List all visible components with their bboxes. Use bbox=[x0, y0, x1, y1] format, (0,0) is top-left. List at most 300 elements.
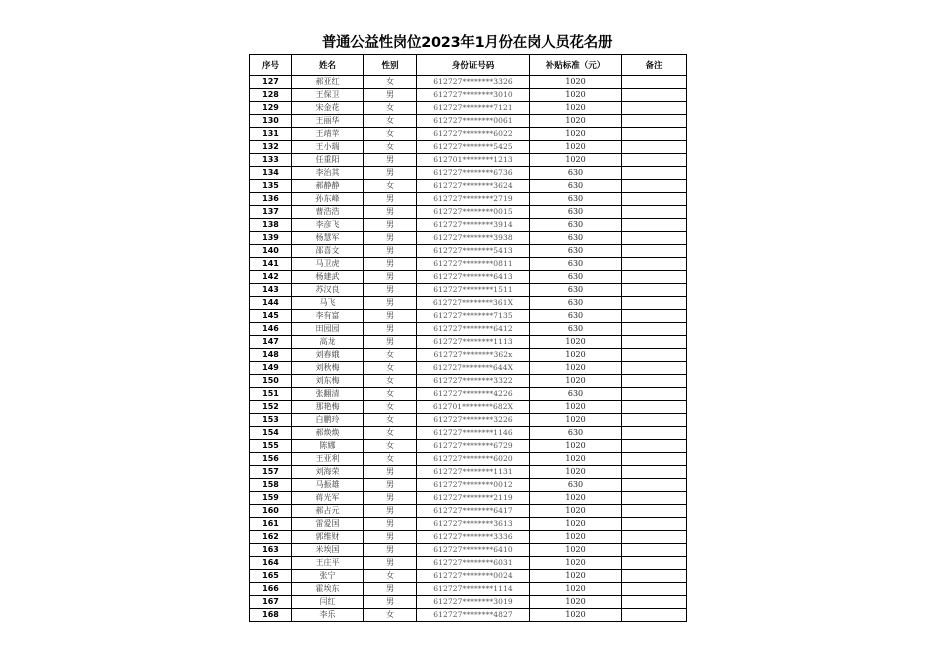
cell-number: 159 bbox=[250, 492, 292, 505]
table-row bbox=[250, 128, 687, 141]
cell-name: 刘秋梅 bbox=[292, 362, 364, 375]
table-row bbox=[250, 232, 687, 245]
cell-id-number: 612727********3226 bbox=[417, 414, 530, 427]
cell-gender: 男 bbox=[364, 232, 417, 245]
cell-gender: 女 bbox=[364, 115, 417, 128]
cell-name: 张翻清 bbox=[292, 388, 364, 401]
cell-gender: 女 bbox=[364, 453, 417, 466]
cell-gender: 男 bbox=[364, 479, 417, 492]
column-header-number: 序号 bbox=[250, 55, 292, 76]
cell-id-number: 612727********7121 bbox=[417, 102, 530, 115]
cell-gender: 女 bbox=[364, 570, 417, 583]
cell-subsidy: 630 bbox=[530, 232, 622, 245]
cell-subsidy: 1020 bbox=[530, 154, 622, 167]
cell-remarks bbox=[622, 349, 687, 362]
cell-remarks bbox=[622, 466, 687, 479]
cell-name: 王亚利 bbox=[292, 453, 364, 466]
cell-gender: 男 bbox=[364, 154, 417, 167]
cell-subsidy: 1020 bbox=[530, 583, 622, 596]
cell-number: 157 bbox=[250, 466, 292, 479]
cell-id-number: 612727********3326 bbox=[417, 76, 530, 89]
table-body bbox=[250, 76, 687, 622]
table-row bbox=[250, 258, 687, 271]
cell-remarks bbox=[622, 609, 687, 622]
cell-id-number: 612727********0811 bbox=[417, 258, 530, 271]
cell-subsidy: 1020 bbox=[530, 336, 622, 349]
cell-number: 135 bbox=[250, 180, 292, 193]
column-header-subsidy: 补贴标准（元） bbox=[530, 55, 622, 76]
cell-id-number: 612727********2119 bbox=[417, 492, 530, 505]
cell-subsidy: 630 bbox=[530, 258, 622, 271]
table-row bbox=[250, 583, 687, 596]
cell-id-number: 612727********6031 bbox=[417, 557, 530, 570]
cell-subsidy: 1020 bbox=[530, 128, 622, 141]
cell-number: 127 bbox=[250, 76, 292, 89]
cell-remarks bbox=[622, 102, 687, 115]
cell-id-number: 612727********0024 bbox=[417, 570, 530, 583]
table-row bbox=[250, 310, 687, 323]
cell-gender: 男 bbox=[364, 271, 417, 284]
cell-subsidy: 630 bbox=[530, 323, 622, 336]
cell-number: 134 bbox=[250, 167, 292, 180]
table-row bbox=[250, 375, 687, 388]
cell-remarks bbox=[622, 505, 687, 518]
table-row bbox=[250, 492, 687, 505]
cell-remarks bbox=[622, 115, 687, 128]
cell-gender: 女 bbox=[364, 427, 417, 440]
cell-name: 杨慧军 bbox=[292, 232, 364, 245]
cell-remarks bbox=[622, 492, 687, 505]
cell-number: 148 bbox=[250, 349, 292, 362]
cell-name: 白鹏玲 bbox=[292, 414, 364, 427]
cell-remarks bbox=[622, 89, 687, 102]
cell-remarks bbox=[622, 232, 687, 245]
cell-gender: 男 bbox=[364, 284, 417, 297]
table-row bbox=[250, 193, 687, 206]
cell-id-number: 612727********6413 bbox=[417, 271, 530, 284]
cell-name: 任重阳 bbox=[292, 154, 364, 167]
cell-id-number: 612727********1114 bbox=[417, 583, 530, 596]
cell-name: 邵喜文 bbox=[292, 245, 364, 258]
cell-number: 132 bbox=[250, 141, 292, 154]
cell-gender: 女 bbox=[364, 362, 417, 375]
cell-number: 140 bbox=[250, 245, 292, 258]
cell-name: 李彦飞 bbox=[292, 219, 364, 232]
cell-number: 160 bbox=[250, 505, 292, 518]
cell-gender: 男 bbox=[364, 505, 417, 518]
cell-id-number: 612727********5413 bbox=[417, 245, 530, 258]
cell-subsidy: 630 bbox=[530, 388, 622, 401]
cell-subsidy: 630 bbox=[530, 245, 622, 258]
cell-subsidy: 1020 bbox=[530, 544, 622, 557]
cell-subsidy: 1020 bbox=[530, 401, 622, 414]
cell-id-number: 612727********4827 bbox=[417, 609, 530, 622]
cell-remarks bbox=[622, 336, 687, 349]
cell-id-number: 612727********0061 bbox=[417, 115, 530, 128]
cell-remarks bbox=[622, 479, 687, 492]
cell-name: 陈娜 bbox=[292, 440, 364, 453]
table-header bbox=[250, 55, 687, 76]
cell-gender: 男 bbox=[364, 297, 417, 310]
cell-id-number: 612727********6736 bbox=[417, 167, 530, 180]
header-row bbox=[250, 55, 687, 76]
cell-gender: 男 bbox=[364, 193, 417, 206]
cell-subsidy: 1020 bbox=[530, 531, 622, 544]
cell-subsidy: 630 bbox=[530, 271, 622, 284]
cell-remarks bbox=[622, 193, 687, 206]
cell-remarks bbox=[622, 544, 687, 557]
cell-gender: 女 bbox=[364, 76, 417, 89]
cell-remarks bbox=[622, 427, 687, 440]
cell-id-number: 612727********5425 bbox=[417, 141, 530, 154]
cell-name: 郝焕焕 bbox=[292, 427, 364, 440]
column-header-remarks: 备注 bbox=[622, 55, 687, 76]
cell-number: 131 bbox=[250, 128, 292, 141]
cell-number: 156 bbox=[250, 453, 292, 466]
table-row bbox=[250, 115, 687, 128]
cell-remarks bbox=[622, 271, 687, 284]
cell-gender: 男 bbox=[364, 245, 417, 258]
table-row bbox=[250, 297, 687, 310]
cell-remarks bbox=[622, 453, 687, 466]
table-row bbox=[250, 401, 687, 414]
cell-remarks bbox=[622, 362, 687, 375]
cell-subsidy: 630 bbox=[530, 167, 622, 180]
cell-number: 161 bbox=[250, 518, 292, 531]
cell-id-number: 612727********3613 bbox=[417, 518, 530, 531]
cell-id-number: 612727********6729 bbox=[417, 440, 530, 453]
cell-gender: 女 bbox=[364, 440, 417, 453]
cell-subsidy: 1020 bbox=[530, 557, 622, 570]
cell-number: 139 bbox=[250, 232, 292, 245]
cell-subsidy: 1020 bbox=[530, 141, 622, 154]
cell-name: 郝占元 bbox=[292, 505, 364, 518]
cell-id-number: 612727********361X bbox=[417, 297, 530, 310]
cell-name: 蒋光军 bbox=[292, 492, 364, 505]
cell-id-number: 612727********2719 bbox=[417, 193, 530, 206]
cell-subsidy: 1020 bbox=[530, 89, 622, 102]
cell-subsidy: 1020 bbox=[530, 492, 622, 505]
cell-id-number: 612727********3914 bbox=[417, 219, 530, 232]
cell-id-number: 612727********6020 bbox=[417, 453, 530, 466]
table-row bbox=[250, 518, 687, 531]
cell-number: 142 bbox=[250, 271, 292, 284]
cell-number: 168 bbox=[250, 609, 292, 622]
cell-name: 王丽华 bbox=[292, 115, 364, 128]
cell-subsidy: 630 bbox=[530, 180, 622, 193]
cell-number: 128 bbox=[250, 89, 292, 102]
cell-remarks bbox=[622, 531, 687, 544]
table-row bbox=[250, 505, 687, 518]
cell-id-number: 612727********6410 bbox=[417, 544, 530, 557]
cell-name: 宋金花 bbox=[292, 102, 364, 115]
cell-gender: 男 bbox=[364, 518, 417, 531]
cell-remarks bbox=[622, 323, 687, 336]
cell-id-number: 612727********4226 bbox=[417, 388, 530, 401]
table-row bbox=[250, 531, 687, 544]
cell-name: 雷爱国 bbox=[292, 518, 364, 531]
cell-subsidy: 1020 bbox=[530, 609, 622, 622]
cell-id-number: 612727********3624 bbox=[417, 180, 530, 193]
cell-gender: 女 bbox=[364, 414, 417, 427]
cell-number: 158 bbox=[250, 479, 292, 492]
table-row bbox=[250, 349, 687, 362]
cell-gender: 男 bbox=[364, 596, 417, 609]
cell-name: 刘东梅 bbox=[292, 375, 364, 388]
table-row bbox=[250, 453, 687, 466]
cell-name: 曹浩浩 bbox=[292, 206, 364, 219]
cell-number: 145 bbox=[250, 310, 292, 323]
cell-name: 孙东峰 bbox=[292, 193, 364, 206]
cell-subsidy: 1020 bbox=[530, 440, 622, 453]
cell-id-number: 612727********362x bbox=[417, 349, 530, 362]
cell-subsidy: 1020 bbox=[530, 349, 622, 362]
cell-remarks bbox=[622, 440, 687, 453]
cell-name: 王靖苹 bbox=[292, 128, 364, 141]
cell-gender: 女 bbox=[364, 375, 417, 388]
cell-name: 杨建武 bbox=[292, 271, 364, 284]
cell-name: 刘春娥 bbox=[292, 349, 364, 362]
cell-gender: 男 bbox=[364, 544, 417, 557]
cell-name: 李乐 bbox=[292, 609, 364, 622]
cell-gender: 男 bbox=[364, 557, 417, 570]
cell-gender: 男 bbox=[364, 492, 417, 505]
cell-gender: 男 bbox=[364, 323, 417, 336]
cell-subsidy: 630 bbox=[530, 427, 622, 440]
cell-gender: 女 bbox=[364, 349, 417, 362]
table-row bbox=[250, 141, 687, 154]
cell-id-number: 612727********1146 bbox=[417, 427, 530, 440]
cell-name: 霍埃东 bbox=[292, 583, 364, 596]
cell-number: 166 bbox=[250, 583, 292, 596]
cell-remarks bbox=[622, 167, 687, 180]
cell-gender: 女 bbox=[364, 388, 417, 401]
cell-name: 闫红 bbox=[292, 596, 364, 609]
cell-name: 李有富 bbox=[292, 310, 364, 323]
cell-number: 150 bbox=[250, 375, 292, 388]
cell-remarks bbox=[622, 128, 687, 141]
cell-subsidy: 630 bbox=[530, 219, 622, 232]
cell-name: 苏汉良 bbox=[292, 284, 364, 297]
cell-id-number: 612727********6417 bbox=[417, 505, 530, 518]
cell-gender: 女 bbox=[364, 102, 417, 115]
cell-name: 郭维财 bbox=[292, 531, 364, 544]
cell-subsidy: 1020 bbox=[530, 115, 622, 128]
cell-remarks bbox=[622, 570, 687, 583]
cell-subsidy: 1020 bbox=[530, 518, 622, 531]
cell-name: 郝亚红 bbox=[292, 76, 364, 89]
cell-gender: 女 bbox=[364, 141, 417, 154]
table-row bbox=[250, 544, 687, 557]
table-row bbox=[250, 388, 687, 401]
cell-number: 151 bbox=[250, 388, 292, 401]
cell-name: 王小瑞 bbox=[292, 141, 364, 154]
cell-number: 129 bbox=[250, 102, 292, 115]
cell-remarks bbox=[622, 206, 687, 219]
cell-remarks bbox=[622, 414, 687, 427]
cell-gender: 男 bbox=[364, 167, 417, 180]
cell-subsidy: 630 bbox=[530, 479, 622, 492]
cell-number: 136 bbox=[250, 193, 292, 206]
cell-name: 郝静静 bbox=[292, 180, 364, 193]
cell-id-number: 612701********1213 bbox=[417, 154, 530, 167]
table-row bbox=[250, 323, 687, 336]
table-row bbox=[250, 245, 687, 258]
cell-id-number: 612727********3938 bbox=[417, 232, 530, 245]
cell-name: 马飞 bbox=[292, 297, 364, 310]
roster-table bbox=[249, 54, 687, 622]
cell-number: 137 bbox=[250, 206, 292, 219]
cell-subsidy: 1020 bbox=[530, 596, 622, 609]
cell-name: 张宁 bbox=[292, 570, 364, 583]
table-row bbox=[250, 362, 687, 375]
cell-remarks bbox=[622, 583, 687, 596]
cell-subsidy: 1020 bbox=[530, 570, 622, 583]
cell-id-number: 612727********0012 bbox=[417, 479, 530, 492]
table-row bbox=[250, 609, 687, 622]
table-row bbox=[250, 102, 687, 115]
table-row bbox=[250, 284, 687, 297]
table-row bbox=[250, 427, 687, 440]
cell-remarks bbox=[622, 297, 687, 310]
cell-id-number: 612727********1131 bbox=[417, 466, 530, 479]
cell-id-number: 612727********0015 bbox=[417, 206, 530, 219]
table-row bbox=[250, 466, 687, 479]
cell-subsidy: 630 bbox=[530, 284, 622, 297]
table-row bbox=[250, 596, 687, 609]
cell-gender: 男 bbox=[364, 583, 417, 596]
cell-gender: 女 bbox=[364, 401, 417, 414]
table-row bbox=[250, 414, 687, 427]
cell-gender: 男 bbox=[364, 466, 417, 479]
column-header-gender: 性别 bbox=[364, 55, 417, 76]
table-row bbox=[250, 570, 687, 583]
cell-gender: 男 bbox=[364, 310, 417, 323]
cell-subsidy: 630 bbox=[530, 206, 622, 219]
cell-subsidy: 1020 bbox=[530, 505, 622, 518]
table-row bbox=[250, 89, 687, 102]
cell-subsidy: 1020 bbox=[530, 453, 622, 466]
cell-id-number: 612727********3010 bbox=[417, 89, 530, 102]
cell-remarks bbox=[622, 258, 687, 271]
cell-subsidy: 1020 bbox=[530, 76, 622, 89]
cell-id-number: 612727********6412 bbox=[417, 323, 530, 336]
table-row bbox=[250, 336, 687, 349]
cell-number: 146 bbox=[250, 323, 292, 336]
table-row bbox=[250, 271, 687, 284]
table-row bbox=[250, 76, 687, 89]
cell-gender: 女 bbox=[364, 609, 417, 622]
cell-number: 144 bbox=[250, 297, 292, 310]
document-title: 普通公益性岗位2023年1月份在岗人员花名册 bbox=[321, 35, 613, 51]
cell-id-number: 612727********1511 bbox=[417, 284, 530, 297]
cell-remarks bbox=[622, 557, 687, 570]
cell-name: 刘海荣 bbox=[292, 466, 364, 479]
cell-subsidy: 1020 bbox=[530, 466, 622, 479]
cell-subsidy: 630 bbox=[530, 193, 622, 206]
cell-name: 那艳梅 bbox=[292, 401, 364, 414]
cell-subsidy: 1020 bbox=[530, 375, 622, 388]
cell-number: 133 bbox=[250, 154, 292, 167]
cell-remarks bbox=[622, 76, 687, 89]
cell-remarks bbox=[622, 245, 687, 258]
cell-number: 167 bbox=[250, 596, 292, 609]
table-row bbox=[250, 557, 687, 570]
cell-remarks bbox=[622, 388, 687, 401]
cell-id-number: 612727********644X bbox=[417, 362, 530, 375]
cell-remarks bbox=[622, 284, 687, 297]
cell-remarks bbox=[622, 310, 687, 323]
cell-gender: 男 bbox=[364, 219, 417, 232]
cell-gender: 女 bbox=[364, 128, 417, 141]
cell-id-number: 612727********6022 bbox=[417, 128, 530, 141]
table-row bbox=[250, 219, 687, 232]
cell-remarks bbox=[622, 154, 687, 167]
cell-number: 147 bbox=[250, 336, 292, 349]
cell-remarks bbox=[622, 518, 687, 531]
cell-subsidy: 1020 bbox=[530, 102, 622, 115]
cell-gender: 男 bbox=[364, 258, 417, 271]
cell-id-number: 612727********3019 bbox=[417, 596, 530, 609]
cell-id-number: 612727********7135 bbox=[417, 310, 530, 323]
cell-number: 138 bbox=[250, 219, 292, 232]
cell-remarks bbox=[622, 219, 687, 232]
table-row bbox=[250, 180, 687, 193]
cell-number: 152 bbox=[250, 401, 292, 414]
cell-number: 153 bbox=[250, 414, 292, 427]
cell-name: 田园园 bbox=[292, 323, 364, 336]
cell-name: 高龙 bbox=[292, 336, 364, 349]
cell-gender: 男 bbox=[364, 531, 417, 544]
table-row bbox=[250, 206, 687, 219]
cell-number: 149 bbox=[250, 362, 292, 375]
cell-subsidy: 630 bbox=[530, 310, 622, 323]
cell-subsidy: 1020 bbox=[530, 362, 622, 375]
cell-number: 164 bbox=[250, 557, 292, 570]
column-header-id-number: 身份证号码 bbox=[417, 55, 530, 76]
cell-remarks bbox=[622, 596, 687, 609]
cell-number: 162 bbox=[250, 531, 292, 544]
table-row bbox=[250, 154, 687, 167]
cell-number: 155 bbox=[250, 440, 292, 453]
cell-gender: 男 bbox=[364, 89, 417, 102]
cell-number: 130 bbox=[250, 115, 292, 128]
cell-id-number: 612727********3336 bbox=[417, 531, 530, 544]
cell-remarks bbox=[622, 375, 687, 388]
cell-number: 163 bbox=[250, 544, 292, 557]
cell-number: 165 bbox=[250, 570, 292, 583]
cell-name: 米埃国 bbox=[292, 544, 364, 557]
cell-number: 154 bbox=[250, 427, 292, 440]
cell-remarks bbox=[622, 141, 687, 154]
cell-subsidy: 630 bbox=[530, 297, 622, 310]
cell-name: 马卫虎 bbox=[292, 258, 364, 271]
column-header-name: 姓名 bbox=[292, 55, 364, 76]
table-row bbox=[250, 167, 687, 180]
cell-remarks bbox=[622, 180, 687, 193]
cell-id-number: 612727********3322 bbox=[417, 375, 530, 388]
cell-subsidy: 1020 bbox=[530, 414, 622, 427]
cell-remarks bbox=[622, 401, 687, 414]
cell-name: 王保卫 bbox=[292, 89, 364, 102]
table-row bbox=[250, 440, 687, 453]
cell-name: 王庄平 bbox=[292, 557, 364, 570]
cell-number: 141 bbox=[250, 258, 292, 271]
cell-gender: 男 bbox=[364, 336, 417, 349]
table-row bbox=[250, 479, 687, 492]
cell-gender: 男 bbox=[364, 206, 417, 219]
cell-id-number: 612727********1113 bbox=[417, 336, 530, 349]
